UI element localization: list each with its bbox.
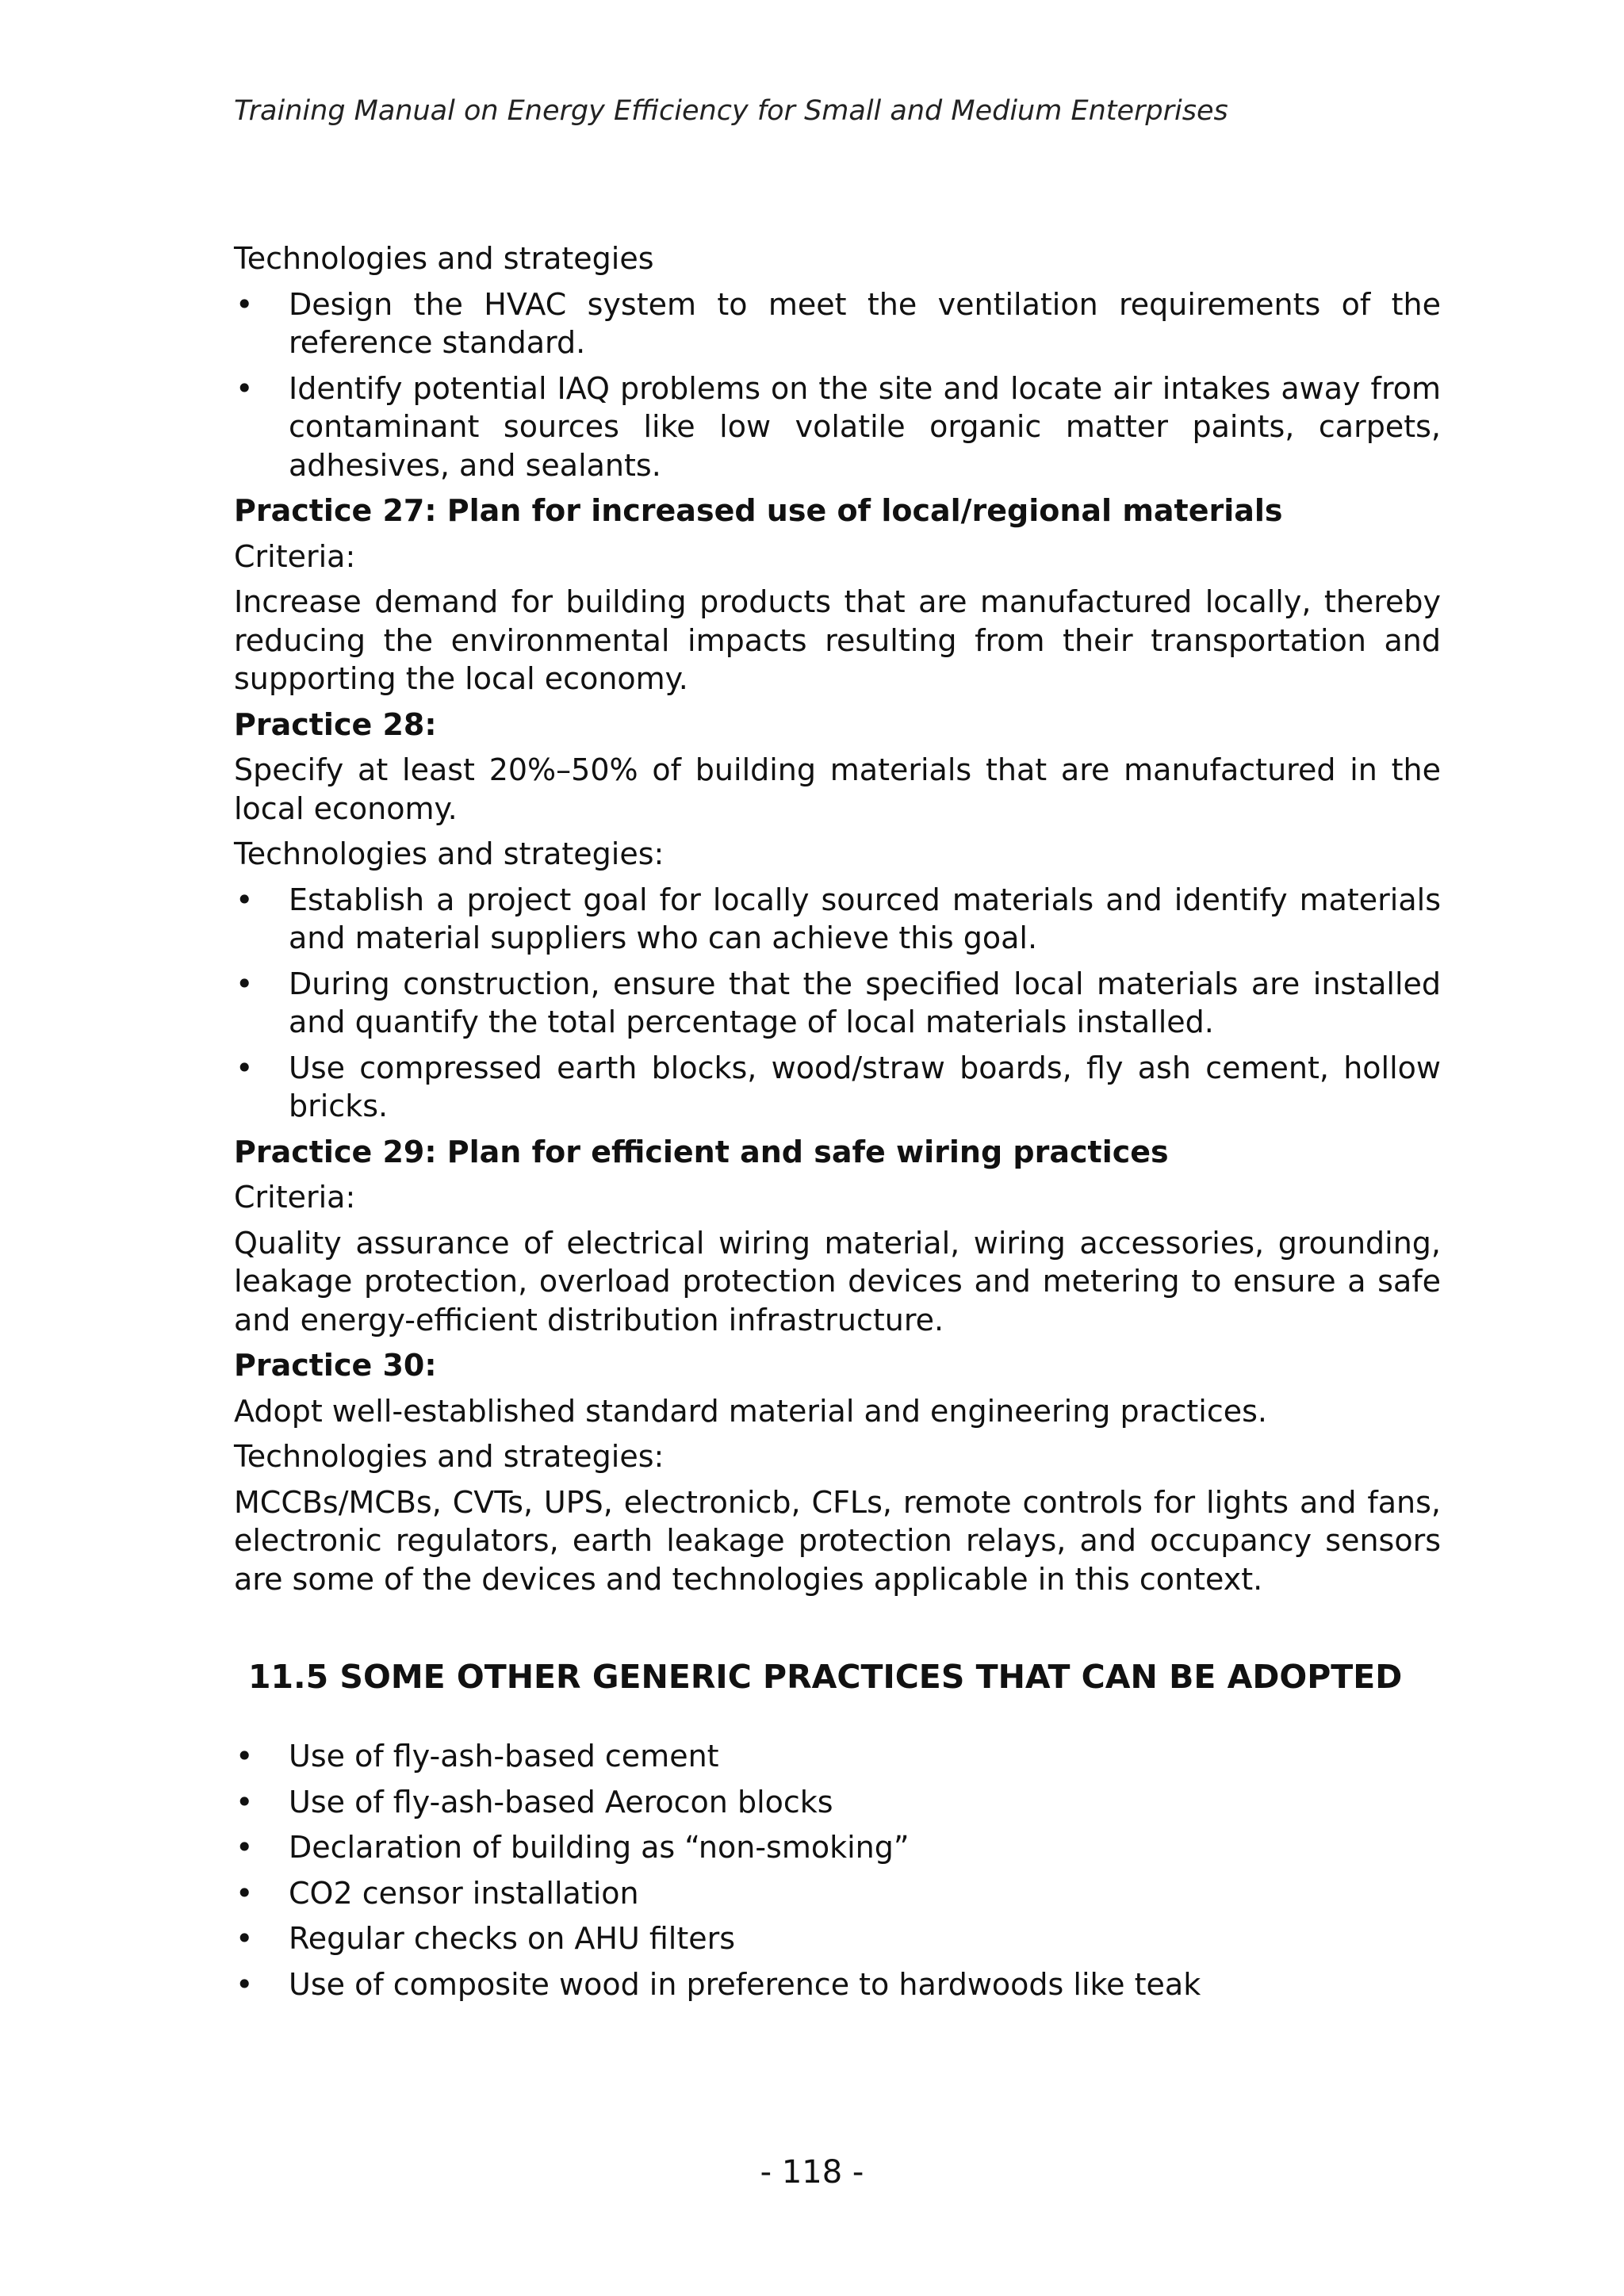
practice-28-heading: Practice 28: (234, 706, 437, 742)
practice-30-strategies-label: Technologies and strategies: (234, 1439, 665, 1474)
practice-28-text: Specify at least 20%–50% of building materials that are manufactured in the local economy. (234, 752, 1441, 826)
section-heading: 11.5 SOME OTHER GENERIC PRACTICES THAT CAN BE ADOPTED (248, 1658, 1403, 1696)
practice-28-strategies-label: Technologies and strategies: (234, 836, 665, 871)
bullet-item: • Declaration of building as “non-smoking” (234, 1828, 1441, 1867)
practice-27-heading: Practice 27: Plan for increased use of local/regional materials (234, 493, 1283, 528)
practice-27-criteria-label: Criteria: (234, 538, 356, 574)
practice-27-criteria-text: Increase demand for building products that are manufactured locally, thereby reducing the environmental impacts resulting from their transportation and supporting the local economy. (234, 584, 1441, 696)
bullet-item: • Design the HVAC system to meet the ventilation requirements of the reference standard. (234, 285, 1441, 362)
bullet-item: • During construction, ensure that the specified local materials are installed and quantify the total percentage of local materials installed. (234, 965, 1441, 1042)
bullet-item: • Use of fly-ash-based cement (234, 1737, 1441, 1776)
practice-30-heading: Practice 30: (234, 1348, 437, 1383)
practice-30-text: Adopt well-established standard material and engineering practices. (234, 1393, 1268, 1429)
bullet-item: • Identify potential IAQ problems on the site and locate air intakes away from contaminant sources like low volatile organic matter paints, carpets, adhesives, and sealants. (234, 369, 1441, 485)
intro-bullet-list (234, 285, 1441, 485)
practice-29-criteria-text: Quality assurance of electrical wiring material, wiring accessories, grounding, leakage protection, overload protection devices and metering to ensure a safe and energy-efficient distribution infrastructure. (234, 1225, 1441, 1337)
practice-28-bullet-list (234, 881, 1441, 1126)
practice-29-criteria-label: Criteria: (234, 1180, 356, 1215)
running-header: Training Manual on Energy Efficiency for Small and Medium Enterprises (234, 95, 1228, 127)
intro-label: Technologies and strategies (234, 241, 654, 276)
bullet-item: • Use compressed earth blocks, wood/straw boards, fly ash cement, hollow bricks. (234, 1049, 1441, 1126)
bullet-item: • Establish a project goal for locally sourced materials and identify materials and material suppliers who can achieve this goal. (234, 881, 1441, 958)
bullet-item: • CO2 censor installation (234, 1874, 1441, 1913)
page-content (234, 239, 1441, 2011)
practice-29-heading: Practice 29: Plan for efficient and safe wiring practices (234, 1134, 1169, 1169)
bullet-item: • Use of fly-ash-based Aerocon blocks (234, 1783, 1441, 1822)
bullet-item: • Regular checks on AHU filters (234, 1919, 1441, 1958)
bullet-item: • Use of composite wood in preference to hardwoods like teak (234, 1965, 1441, 2004)
page-number: - 118 - (760, 2154, 864, 2191)
generic-practices-list (234, 1737, 1441, 2003)
practice-30-strategies-text: MCCBs/MCBs, CVTs, UPS, electronicb, CFLs, remote controls for lights and fans, electronic regulators, earth leakage protection relays, and occupancy sensors are some of the devices and technologies applicable in this context. (234, 1484, 1441, 1597)
